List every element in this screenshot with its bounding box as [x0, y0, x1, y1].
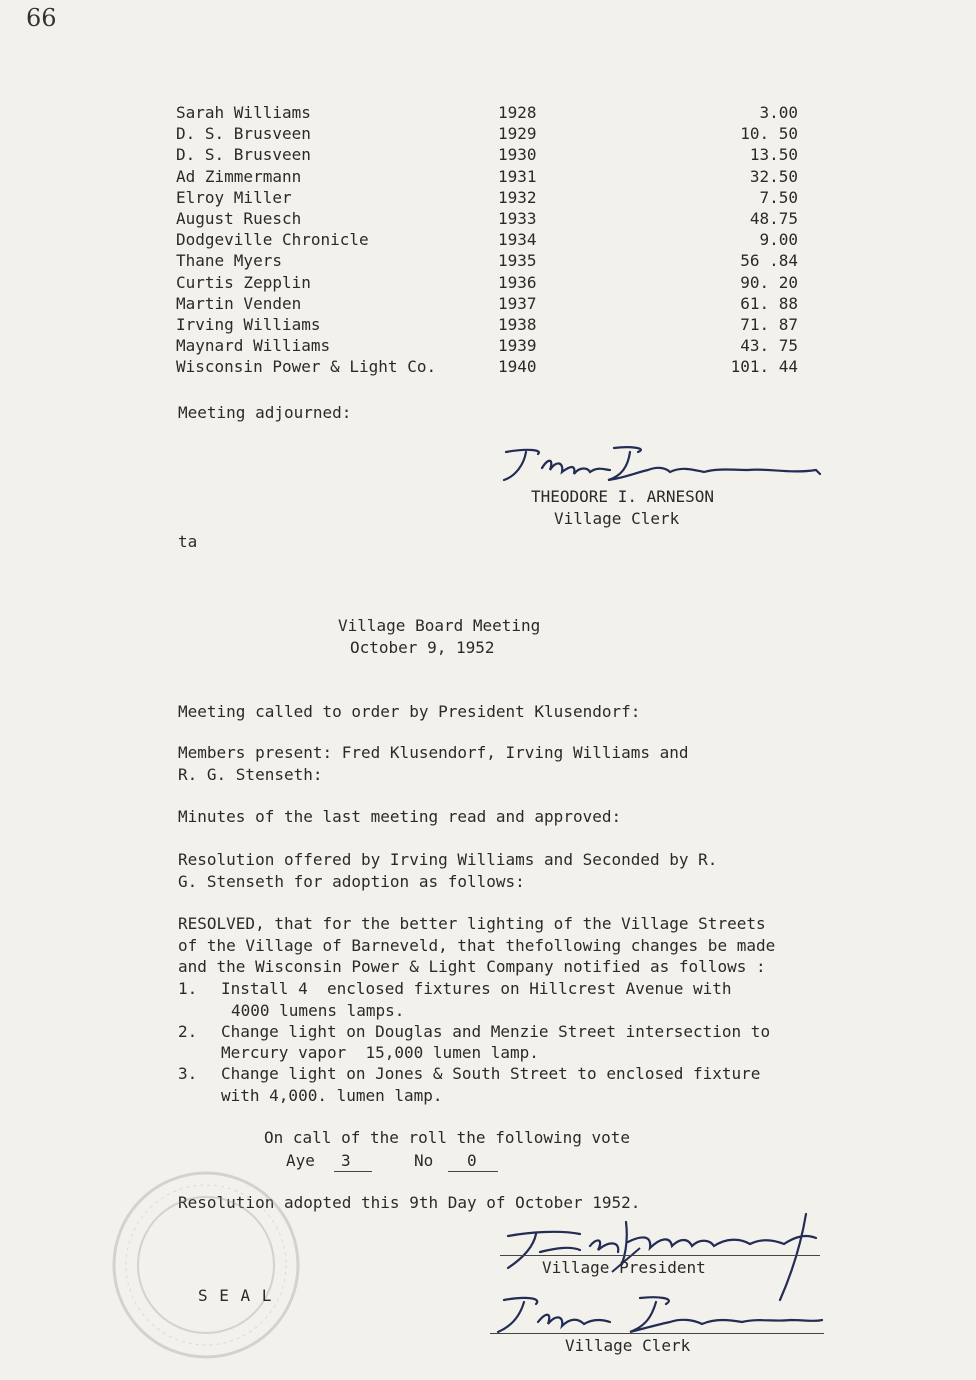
called-to-order: Meeting called to order by President Klusendorf: — [178, 702, 641, 721]
item-number: 2. — [178, 1022, 198, 1041]
ledger-year: 1928 — [498, 103, 537, 122]
ledger-name: Elroy Miller — [176, 187, 292, 207]
ledger-amount: 71. 87 — [740, 314, 798, 334]
ledger-name: August Ruesch — [176, 208, 302, 228]
ledger-row — [176, 356, 816, 377]
ledger-year: 1937 — [498, 293, 537, 313]
item3-line1: Change light on Jones & South Street to enclosed fixture — [221, 1064, 761, 1083]
ledger-amount: 13.50 — [749, 145, 798, 165]
president-signature-line — [500, 1255, 820, 1256]
ledger-name: Ad Zimmermann — [176, 166, 302, 186]
ledger-year: 1931 — [498, 166, 537, 186]
ledger-year: 1929 — [498, 124, 537, 144]
ledger-row — [176, 272, 816, 293]
ledger-year: 1934 — [498, 230, 537, 250]
resolution-adopted: Resolution adopted this 9th Day of October 1952. — [178, 1193, 641, 1212]
ledger-amount: 7.50 — [759, 187, 798, 207]
clerk-name: THEODORE I. ARNESON — [531, 487, 715, 506]
ledger-name: D. S. Brusveen — [176, 124, 311, 144]
president-title: Village President — [542, 1258, 706, 1277]
roll-call: On call of the roll the following vote — [264, 1128, 631, 1147]
item2-line2: Mercury vapor 15,000 lumen lamp. — [221, 1043, 539, 1062]
ledger-amount: 56 .84 — [740, 251, 798, 271]
ledger-year: 1932 — [498, 187, 537, 207]
ledger-name: Dodgeville Chronicle — [176, 230, 369, 250]
ledger-year: 1930 — [498, 145, 537, 165]
meeting-adjourned-text: Meeting adjourned: — [178, 403, 352, 422]
item1-line1: Install 4 enclosed fixtures on Hillcrest Avenue with — [221, 979, 732, 998]
typist-initials: ta — [178, 532, 198, 551]
ledger-year: 1940 — [498, 357, 537, 377]
members-present-line2: R. G. Stenseth: — [178, 765, 323, 784]
item-number: 3. — [178, 1064, 198, 1083]
clerk-signature-1 — [498, 440, 828, 490]
ledger-name: Wisconsin Power & Light Co. — [176, 357, 437, 377]
ledger-row — [176, 335, 816, 356]
ledger-row — [176, 144, 816, 165]
ledger-row — [176, 187, 816, 208]
ledger-amount: 101. 44 — [730, 357, 798, 377]
ledger-amount: 90. 20 — [740, 272, 798, 292]
ledger-row — [176, 123, 816, 144]
item1-line2: 4000 lumens lamps. — [231, 1001, 405, 1020]
clerk-signature-line — [490, 1333, 824, 1334]
members-present-line1: Members present: Fred Klusendorf, Irving Williams and — [178, 743, 689, 762]
no-value: 0 — [467, 1151, 477, 1170]
clerk-signature-title: Village Clerk — [565, 1336, 691, 1355]
ledger-row — [176, 102, 816, 123]
item2-line1: Change light on Douglas and Menzie Street intersection to — [221, 1022, 771, 1041]
ledger-row — [176, 293, 816, 314]
aye-underline — [334, 1171, 372, 1172]
ledger-year: 1939 — [498, 336, 537, 356]
ledger-amount: 3.00 — [759, 103, 798, 122]
ledger-name: Curtis Zepplin — [176, 272, 311, 292]
village-seal — [106, 1165, 306, 1365]
minutes-approved: Minutes of the last meeting read and approved: — [178, 807, 622, 826]
ledger-name: Irving Williams — [176, 314, 321, 334]
ledger-amount: 10. 50 — [740, 124, 798, 144]
meeting-heading: Village Board Meeting — [338, 616, 541, 635]
meeting-date: October 9, 1952 — [350, 638, 495, 657]
item-number: 1. — [178, 979, 198, 998]
aye-label: Aye — [286, 1151, 315, 1170]
payment-ledger — [176, 102, 816, 377]
resolution-line2: G. Stenseth for adoption as follows: — [178, 872, 525, 891]
ledger-year: 1938 — [498, 314, 537, 334]
no-underline — [448, 1171, 498, 1172]
resolved-line3: and the Wisconsin Power & Light Company notified as follows : — [178, 957, 766, 976]
ledger-amount: 9.00 — [759, 230, 798, 250]
ledger-name: Sarah Williams — [176, 103, 311, 122]
clerk-title: Village Clerk — [554, 509, 680, 528]
ledger-name: Thane Myers — [176, 251, 282, 271]
item3-line2: with 4,000. lumen lamp. — [221, 1086, 443, 1105]
ledger-name: D. S. Brusveen — [176, 145, 311, 165]
ledger-name: Maynard Williams — [176, 336, 331, 356]
resolved-line2: of the Village of Barneveld, that thefollowing changes be made — [178, 936, 776, 955]
ledger-year: 1936 — [498, 272, 537, 292]
ledger-amount: 43. 75 — [740, 336, 798, 356]
ledger-name: Martin Venden — [176, 293, 302, 313]
ledger-row — [176, 229, 816, 250]
no-label: No — [414, 1151, 434, 1170]
ledger-row — [176, 314, 816, 335]
ledger-row — [176, 250, 816, 271]
ledger-row — [176, 208, 816, 229]
ledger-year: 1935 — [498, 251, 537, 271]
ledger-amount: 61. 88 — [740, 293, 798, 313]
aye-value: 3 — [341, 1151, 351, 1170]
ledger-row — [176, 166, 816, 187]
ledger-amount: 32.50 — [749, 166, 798, 186]
ledger-year: 1933 — [498, 208, 537, 228]
ledger-amount: 48.75 — [749, 208, 798, 228]
resolved-line1: RESOLVED, that for the better lighting of the Village Streets — [178, 914, 766, 933]
page-number: 66 — [26, 4, 57, 32]
resolution-line1: Resolution offered by Irving Williams and Seconded by R. — [178, 850, 718, 869]
seal-label: S E A L — [198, 1286, 273, 1305]
